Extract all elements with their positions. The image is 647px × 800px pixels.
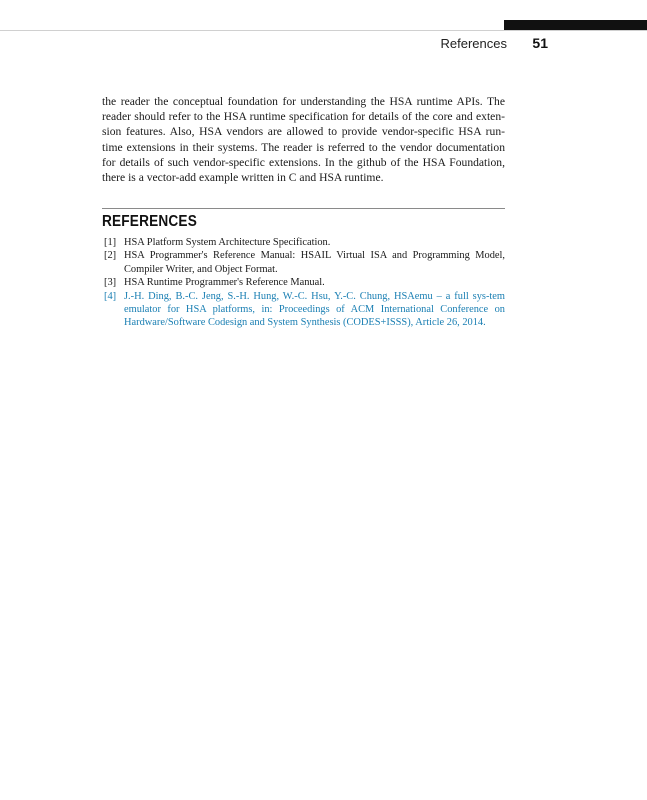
reference-link-text[interactable]: J.-H. Ding, B.-C. Jeng, S.-H. Hung, W.-C. Hsu, Y.-C. Chung, HSAemu – a full sys-tem emulator for HSA platforms, in: Proceedings of ACM International Conference on Hardware/Software Codesign and System Synthesis (CODES+ISSS), Article 26, 2014.	[124, 290, 505, 329]
body-line: time extensions in their systems. The reader is referred to the vendor documentation	[102, 140, 505, 154]
page-number: 51	[532, 35, 548, 51]
body-line: the reader the conceptual foundation for understanding the HSA runtime APIs. The	[102, 95, 505, 108]
reference-number: [3]	[104, 277, 117, 289]
reference-list	[102, 236, 505, 330]
reference-number: [2]	[104, 250, 117, 262]
reference-text: HSA Programmer's Reference Manual: HSAIL Virtual ISA and Programming Model, Compiler Writer, and Object Format.	[124, 250, 505, 275]
running-header	[400, 34, 550, 54]
reference-item	[102, 249, 505, 276]
body-line: sion features. Also, HSA vendors are allowed to provide vendor-specific HSA run-	[102, 125, 505, 139]
reference-text: HSA Runtime Programmer's Reference Manual.	[124, 277, 325, 289]
header-rule	[0, 30, 647, 31]
body-line: reader should refer to the HSA runtime specification for details of the core and exten-	[102, 110, 505, 124]
reference-item	[102, 276, 505, 289]
reference-item-link[interactable]	[102, 290, 505, 330]
reference-number: [1]	[104, 237, 117, 248]
reference-item	[102, 236, 505, 249]
body-line: there is a vector-add example written in C and HSA runtime.	[102, 171, 384, 185]
body-line: for details of such vendor-specific extensions. In the github of the HSA Foundation,	[102, 155, 505, 169]
body-paragraph	[102, 94, 505, 185]
reference-number: [4]	[104, 290, 117, 302]
reference-text: HSA Platform System Architecture Specification.	[124, 237, 331, 248]
references-heading: REFERENCES	[102, 213, 197, 230]
running-title: References	[440, 36, 507, 51]
section-rule	[102, 208, 505, 209]
